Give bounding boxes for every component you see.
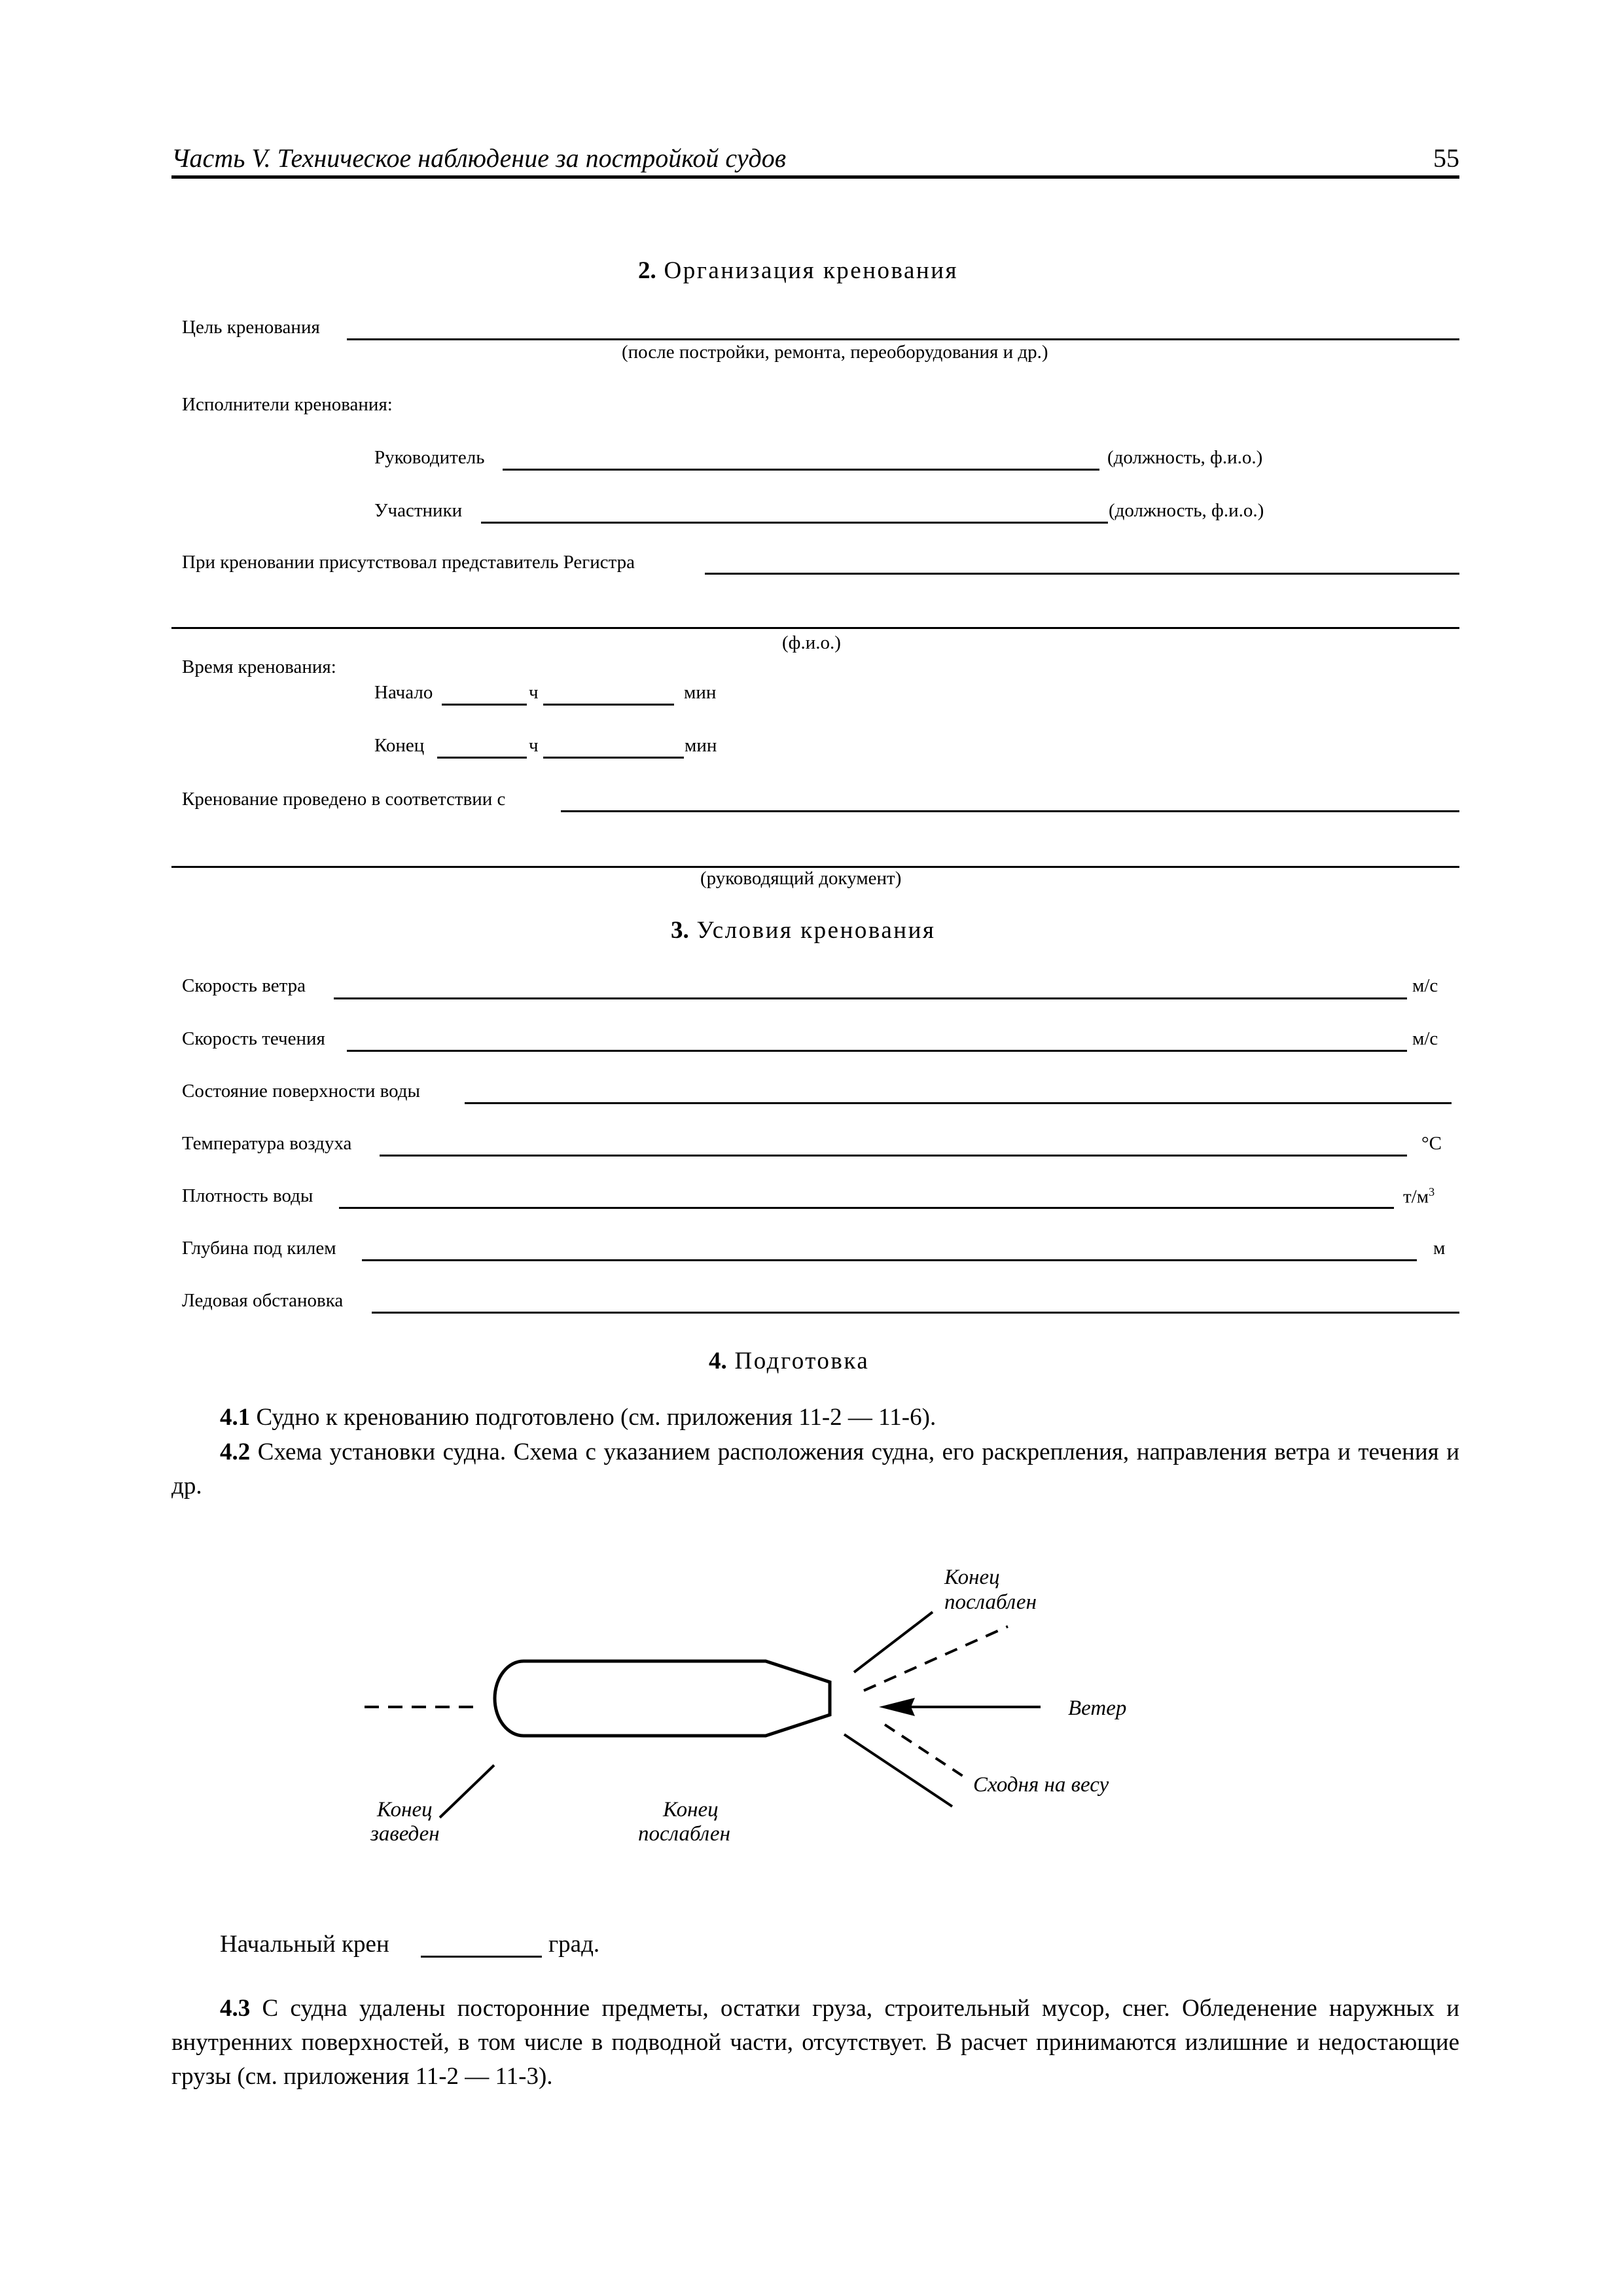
line-end-fixed	[440, 1765, 494, 1818]
section-4-title: Подготовка	[734, 1348, 870, 1374]
wind-speed-unit: м/с	[1412, 975, 1438, 996]
time-label: Время кренования:	[182, 656, 336, 677]
paragraph-4-3-text: С судна удалены посторонние предметы, остатки груза, строительный мусор, снег. Обледенение наружных и внутренних поверхностей, в том числе в подводной части, отсутствует. В расчет принимаются излишние и недостающие грузы (см. приложения 11-2 — 11-3).	[171, 1995, 1459, 2090]
air-temperature-label: Температура воздуха	[182, 1133, 352, 1154]
air-temperature-unit: °C	[1421, 1133, 1442, 1154]
initial-heel-field[interactable]	[421, 1956, 542, 1958]
section-3-title: Условия кренования	[696, 917, 936, 944]
water-density-unit-base: т/м	[1403, 1186, 1429, 1208]
section-2-number: 2.	[638, 257, 656, 284]
end-label: Конец	[374, 735, 425, 756]
conformity-label: Кренование проведено в соответствии с	[182, 789, 506, 810]
end-minutes-unit: мин	[685, 735, 717, 756]
goal-caption: (после постройки, ремонта, переоборудования и др.)	[622, 342, 1048, 363]
section-3-number: 3.	[671, 917, 689, 944]
water-surface-label: Состояние поверхности воды	[182, 1081, 421, 1102]
participants-label: Участники	[374, 500, 463, 521]
paragraph-4-2-text: Схема установки судна. Схема с указанием расположения судна, его раскрепления, направления ветра и течения и др.	[171, 1439, 1459, 1499]
wind-speed-label: Скорость ветра	[182, 975, 306, 996]
paragraph-4-3-number: 4.3	[220, 1995, 251, 2022]
section-2-title: Организация кренования	[664, 257, 959, 284]
label-gangway: Сходня на весу	[973, 1773, 1109, 1797]
label-end-slack-top-2: послаблен	[944, 1590, 1037, 1614]
label-end-slack-bottom-2: послаблен	[638, 1822, 730, 1846]
running-header: Часть V. Техническое наблюдение за постройкой судов	[171, 143, 787, 173]
current-speed-unit: м/с	[1412, 1028, 1438, 1049]
initial-heel-unit: град.	[548, 1931, 600, 1958]
initial-heel-label: Начальный крен	[220, 1931, 389, 1958]
label-wind: Ветер	[1068, 1696, 1127, 1720]
goal-label: Цель кренования	[182, 317, 320, 338]
water-density-label: Плотность воды	[182, 1185, 313, 1206]
section-4-number: 4.	[709, 1348, 727, 1374]
current-speed-label: Скорость течения	[182, 1028, 325, 1049]
paragraph-4-2-number: 4.2	[220, 1439, 251, 1465]
label-end-slack-bottom-1: Конец	[663, 1798, 719, 1821]
conformity-caption: (руководящий документ)	[700, 868, 902, 889]
ice-conditions-label: Ледовая обстановка	[182, 1290, 344, 1311]
paragraph-4-3	[171, 1992, 1459, 2094]
start-hours-unit: ч	[529, 682, 539, 703]
start-label: Начало	[374, 682, 433, 703]
ship-hull	[495, 1661, 830, 1736]
label-end-slack-top-1: Конец	[944, 1566, 1000, 1589]
start-minutes-unit: мин	[684, 682, 717, 703]
line-bow-upper	[854, 1612, 933, 1672]
paragraph-4-1-number: 4.1	[220, 1404, 251, 1431]
paragraph-4-1-text: Судно к кренованию подготовлено (см. приложения 11-2 — 11-6).	[250, 1404, 936, 1431]
gangway-solid	[844, 1734, 952, 1806]
leader-caption: (должность, ф.и.о.)	[1107, 447, 1263, 468]
register-caption: (ф.и.о.)	[782, 632, 841, 653]
keel-depth-unit: м	[1433, 1238, 1446, 1259]
wind-arrow-head	[879, 1698, 915, 1716]
end-hours-unit: ч	[529, 735, 539, 756]
line-bow-upper-dashed	[864, 1626, 1008, 1691]
water-density-unit-exponent: 3	[1429, 1185, 1435, 1198]
label-end-fixed-1: Конец	[377, 1798, 433, 1821]
leader-label: Руководитель	[374, 447, 485, 468]
performers-label: Исполнители кренования:	[182, 394, 393, 415]
keel-depth-label: Глубина под килем	[182, 1238, 336, 1259]
participants-caption: (должность, ф.и.о.)	[1109, 500, 1264, 521]
register-label: При креновании присутствовал представитель Регистра	[182, 552, 635, 573]
label-end-fixed-2: заведен	[370, 1822, 440, 1846]
page-number: 55	[1433, 143, 1459, 173]
